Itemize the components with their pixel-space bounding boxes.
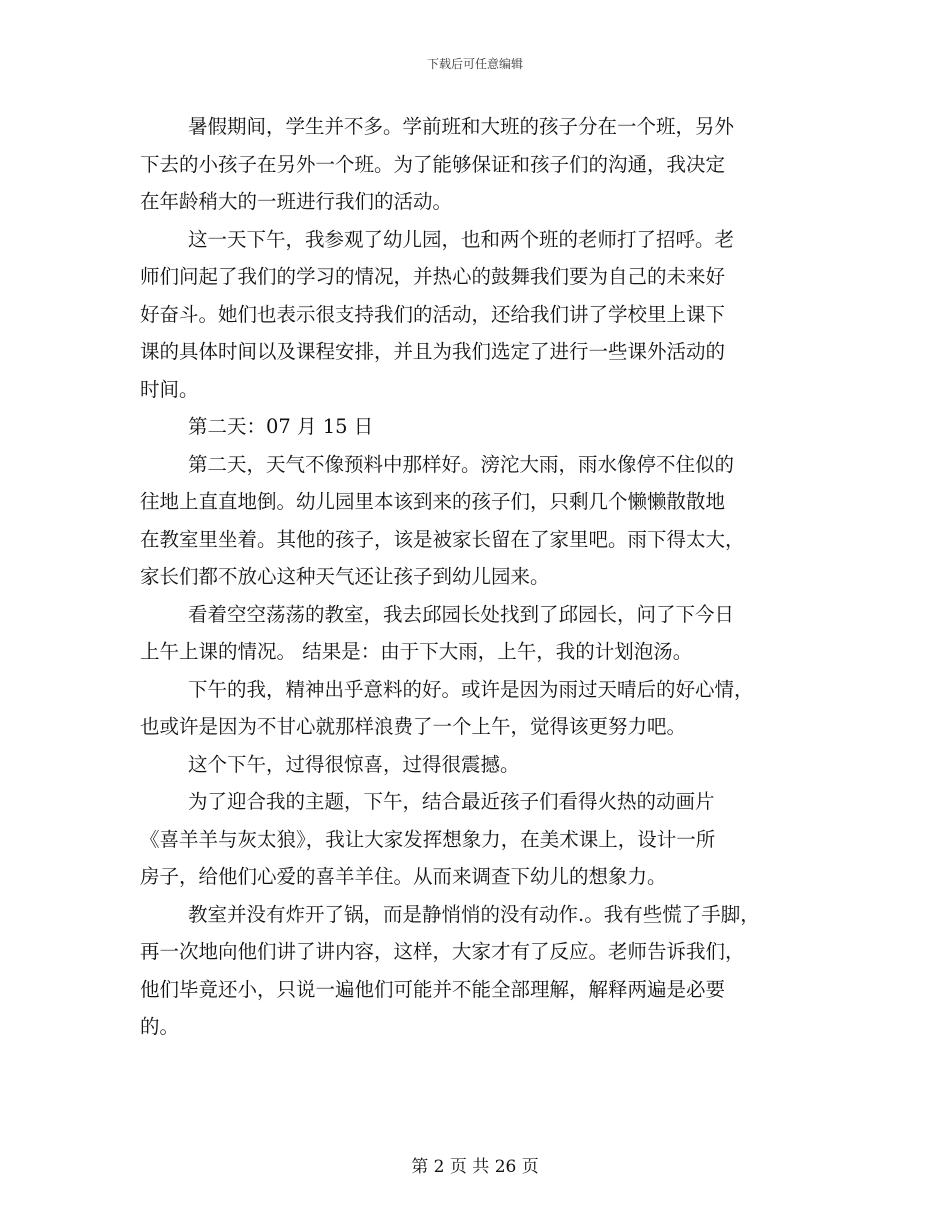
text-line: 第二天：07 月 15 日 bbox=[188, 415, 374, 438]
text-line: 上午上课的情况。 结果是：由于下大雨，上午，我的计划泡汤。 bbox=[140, 640, 693, 663]
text-line: 往地上直直地倒。幼儿园里本该到来的孩子们，只剩几个懒懒散散地 bbox=[140, 490, 726, 513]
text-line: 暑假期间，学生并不多。学前班和大班的孩子分在一个班，另外 bbox=[188, 115, 735, 138]
text-line: 第二天，天气不像预料中那样好。滂沱大雨，雨水像停不住似的 bbox=[188, 452, 735, 476]
text-line: 房子，给他们心爱的喜羊羊住。从而来调查下幼儿的想象力。 bbox=[140, 865, 667, 888]
text-line: 好奋斗。她们也表示很支持我们的活动，还给我们讲了学校里上课下 bbox=[140, 302, 726, 326]
text-line: 这一天下午，我参观了幼儿园，也和两个班的老师打了招呼。老 bbox=[188, 227, 735, 251]
text-line: 他们毕竟还小，只说一遍他们可能并不能全部理解，解释两遍是必要 bbox=[140, 977, 726, 1001]
text-line: 课的具体时间以及课程安排，并且为我们选定了进行一些课外活动的 bbox=[140, 340, 726, 363]
text-line: 师们问起了我们的学习的情况，并热心的鼓舞我们要为自己的未来好 bbox=[140, 265, 726, 288]
text-line: 这个下午，过得很惊喜，过得很震撼。 bbox=[188, 752, 520, 776]
page-header: 下载后可任意编辑 bbox=[426, 57, 523, 71]
text-line: 《喜羊羊与灰太狼》，我让大家发挥想象力，在美术课上，设计一所 bbox=[140, 827, 716, 851]
text-line: 下午的我，精神出乎意料的好。或许是因为雨过天晴后的好心情， bbox=[188, 677, 754, 701]
text-line: 再一次地向他们讲了讲内容，这样，大家才有了反应。老师告诉我们， bbox=[140, 940, 745, 963]
text-line: 看着空空荡荡的教室，我去邱园长处找到了邱园长，问了下今日 bbox=[188, 602, 735, 626]
text-line: 下去的小孩子在另外一个班。为了能够保证和孩子们的沟通，我决定 bbox=[140, 152, 726, 176]
text-line: 为了迎合我的主题，下午，结合最近孩子们看得火热的动画片 bbox=[188, 790, 715, 813]
text-line: 时间。 bbox=[140, 377, 199, 401]
text-line: 在年龄稍大的一班进行我们的活动。 bbox=[140, 190, 453, 213]
page-number-footer: 第 2 页 共 26 页 bbox=[411, 1157, 539, 1177]
document-body bbox=[140, 108, 800, 1046]
text-line: 家长们都不放心这种天气还让孩子到幼儿园来。 bbox=[140, 565, 550, 588]
text-line: 的。 bbox=[140, 1015, 180, 1038]
text-line: 也或许是因为不甘心就那样浪费了一个上午，觉得该更努力吧。 bbox=[140, 715, 687, 738]
text-line: 在教室里坐着。其他的孩子，该是被家长留在了家里吧。雨下得太大， bbox=[140, 527, 745, 551]
text-line: 教室并没有炸开了锅，而是静悄悄的没有动作.。我有些慌了手脚， bbox=[188, 902, 760, 926]
